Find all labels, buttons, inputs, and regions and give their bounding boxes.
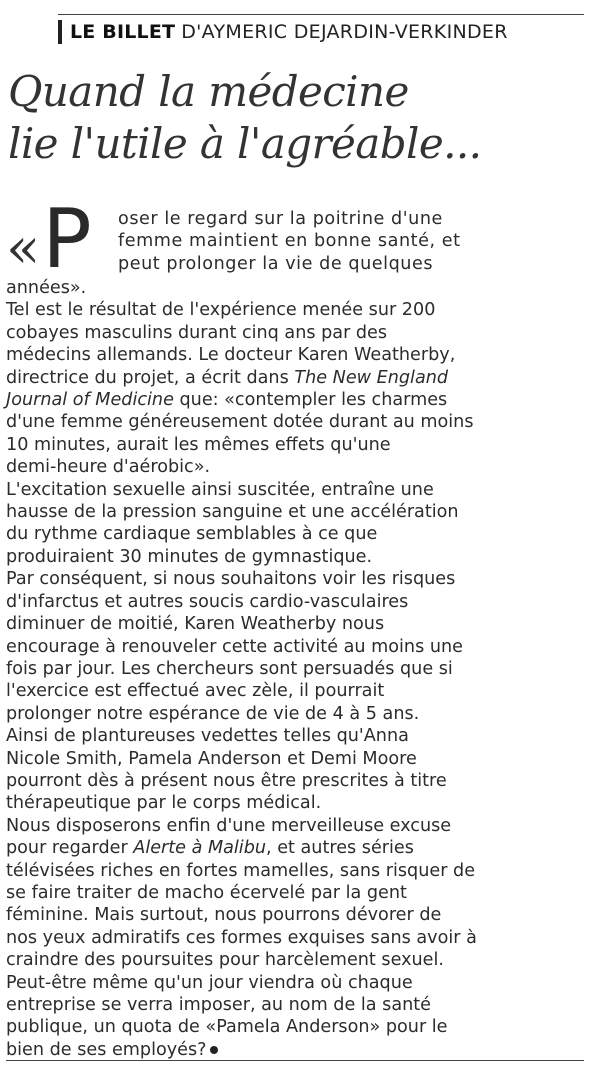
article-line: télévisées riches en fortes mamelles, sans risquer de bbox=[6, 860, 476, 881]
article-line: demi-heure d'aérobic». bbox=[6, 457, 211, 478]
bottom-rule bbox=[6, 1060, 584, 1061]
rubric-label: LE BILLET bbox=[70, 21, 176, 43]
drop-cap-block bbox=[6, 192, 118, 287]
article-line: du rythme cardiaque semblables à ce que bbox=[6, 524, 378, 545]
article-line: l'exercice est effectué avec zèle, il pourrait bbox=[6, 681, 385, 702]
article-line: Tel est le résultat de l'expérience menée sur 200 bbox=[6, 300, 436, 321]
article-line: prolonger notre espérance de vie de 4 à 5 ans. bbox=[6, 703, 420, 724]
headline-line-1: Quand la médecine bbox=[8, 67, 409, 116]
article-line: d'infarctus et autres soucis cardio-vasculaires bbox=[6, 591, 409, 612]
article-line: femme maintient en bonne santé, et bbox=[118, 231, 461, 252]
article-line: pourront dès à présent nous être prescrites à titre bbox=[6, 770, 447, 791]
headline bbox=[8, 66, 481, 170]
article-line: Nicole Smith, Pamela Anderson et Demi Moore bbox=[6, 748, 417, 769]
drop-cap: P bbox=[42, 192, 92, 287]
article-line: craindre des poursuites pour harcèlement sexuel. bbox=[6, 950, 444, 971]
article-line: pour regarder Alerte à Malibu, et autres séries bbox=[6, 838, 414, 859]
article-line: Nous disposerons enfin d'une merveilleuse excuse bbox=[6, 815, 452, 836]
article-line: thérapeutique par le corps médical. bbox=[6, 793, 322, 814]
header-bar bbox=[58, 20, 62, 44]
article-body bbox=[6, 192, 584, 1061]
article-line: Par conséquent, si nous souhaitons voir les risques bbox=[6, 569, 456, 590]
article-line: encourage à renouveler cette activité au moins une bbox=[6, 636, 463, 657]
article-line: diminuer de moitié, Karen Weatherby nous bbox=[6, 614, 385, 635]
byline: D'AYMERIC DEJARDIN-VERKINDER bbox=[181, 21, 508, 43]
article-line: entreprise se verra imposer, au nom de la santé bbox=[6, 995, 431, 1015]
article-line: féminine. Mais surtout, nous pourrons dévorer de bbox=[6, 905, 442, 926]
article-line: Ainsi de plantureuses vedettes telles qu'Anna bbox=[6, 726, 409, 747]
headline-line-2: lie l'utile à l'agréable... bbox=[8, 119, 482, 168]
article-line: nos yeux admiratifs ces formes exquises sans avoir à bbox=[6, 927, 477, 948]
column-header bbox=[58, 19, 508, 45]
article-line: bien de ses employés? bbox=[6, 1039, 584, 1061]
article-line: se faire traiter de macho écervelé par la gent bbox=[6, 882, 407, 903]
article-line: cobayes masculins durant cinq ans par des bbox=[6, 322, 388, 343]
article-line: produiraient 30 minutes de gymnastique. bbox=[6, 546, 373, 567]
article-line: Journal of Medicine que: «contempler les charmes bbox=[6, 390, 448, 411]
article-line: médecins allemands. Le docteur Karen Weatherby, bbox=[6, 345, 456, 366]
article-line: hausse de la pression sanguine et une accélération bbox=[6, 502, 459, 523]
opening-paragraph bbox=[6, 192, 584, 287]
open-quote-mark: « bbox=[6, 216, 41, 281]
article-line: d'une femme généreusement dotée durant au moins bbox=[6, 412, 474, 433]
article-line: fois par jour. Les chercheurs sont persuadés que si bbox=[6, 658, 453, 679]
article-line: peut prolonger la vie de quelques bbox=[118, 253, 434, 274]
article-line: L'excitation sexuelle ainsi suscitée, entraîne une bbox=[6, 479, 434, 500]
show-title: Alerte à Malibu bbox=[133, 838, 267, 859]
article-line: Peut-être même qu'un jour viendra où chaque bbox=[6, 972, 413, 993]
article-line: publique, un quota de «Pamela Anderson» pour le bbox=[6, 1017, 448, 1038]
publication-title: Journal of Medicine bbox=[6, 390, 174, 411]
opening-lines bbox=[118, 205, 461, 275]
article-line: 10 minutes, aurait les mêmes effets qu'une bbox=[6, 434, 391, 455]
article-line: années». bbox=[6, 278, 87, 298]
end-mark-icon bbox=[210, 1046, 218, 1054]
article-line: directrice du projet, a écrit dans The New England bbox=[6, 367, 449, 388]
publication-title: The New England bbox=[294, 367, 449, 388]
article-line: oser le regard sur la poitrine d'une bbox=[118, 209, 443, 229]
top-rule bbox=[58, 14, 584, 15]
